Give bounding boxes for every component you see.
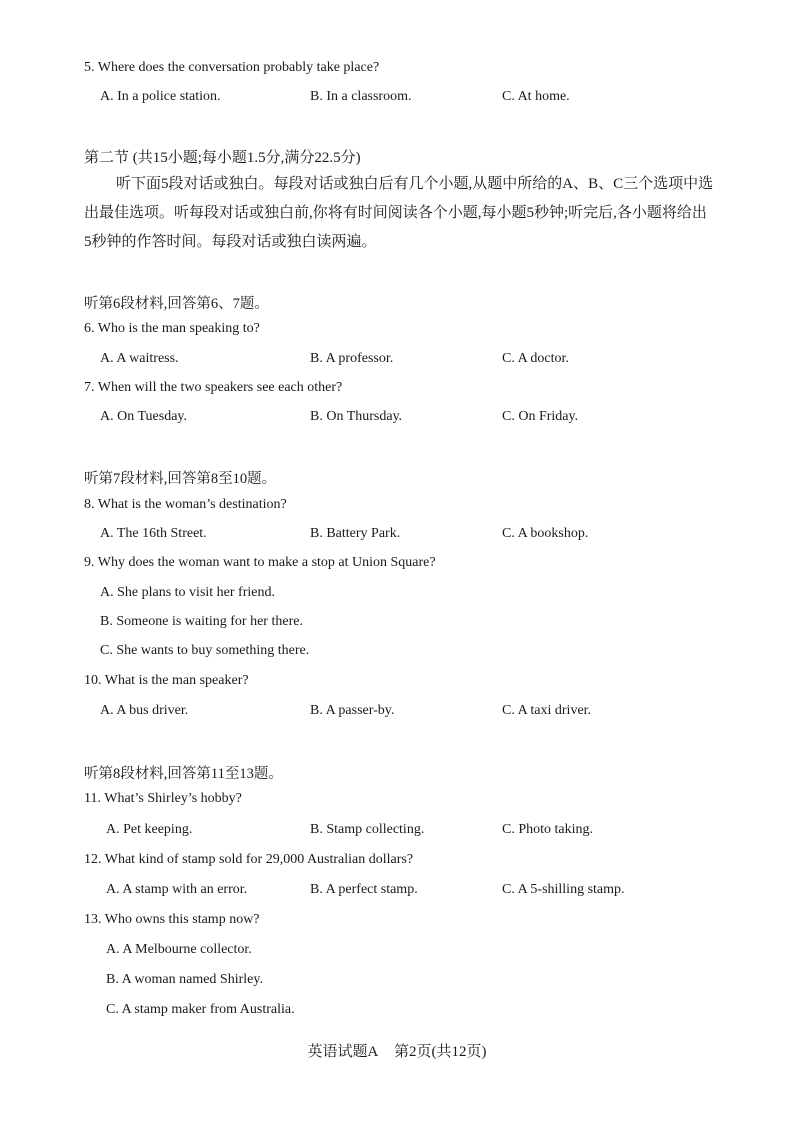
question-7-stem: 7. When will the two speakers see each other? [84, 380, 343, 395]
question-13-option-a: A. A Melbourne collector. [106, 942, 252, 957]
question-12-stem: 12. What kind of stamp sold for 29,000 Australian dollars? [84, 852, 414, 867]
question-9-stem: 9. Why does the woman want to make a stop at Union Square? [84, 555, 436, 570]
question-7-option-c: C. On Friday. [502, 409, 579, 424]
question-5-option-c: C. At home. [502, 89, 570, 104]
question-11-stem: 11. What’s Shirley’s hobby? [84, 791, 242, 806]
question-8-option-a: A. The 16th Street. [100, 526, 207, 541]
question-5-option-a: A. In a police station. [100, 89, 221, 104]
question-10-option-a: A. A bus driver. [100, 703, 189, 718]
material-8-heading: 听第8段材料,回答第11至13题。 [84, 766, 283, 782]
question-8-option-c: C. A bookshop. [502, 526, 589, 541]
page-footer [0, 1040, 794, 1061]
question-13-option-b: B. A woman named Shirley. [106, 972, 263, 987]
question-13-stem: 13. Who owns this stamp now? [84, 912, 260, 927]
question-12-option-b: B. A perfect stamp. [310, 882, 418, 897]
question-10-option-c: C. A taxi driver. [502, 703, 592, 718]
question-11-option-a: A. Pet keeping. [106, 822, 193, 837]
question-8-option-b: B. Battery Park. [310, 526, 401, 541]
question-12-option-c: C. A 5-shilling stamp. [502, 882, 625, 897]
question-7-option-a: A. On Tuesday. [100, 409, 187, 424]
question-6-option-b: B. A professor. [310, 351, 394, 366]
question-5-option-b: B. In a classroom. [310, 89, 412, 104]
question-12-option-a: A. A stamp with an error. [106, 882, 248, 897]
question-6-stem: 6. Who is the man speaking to? [84, 321, 260, 336]
question-6-option-c: C. A doctor. [502, 351, 569, 366]
section-2-instructions: 听下面5段对话或独白。每段对话或独白后有几个小题,从题中所给的A、B、C三个选项中选出最佳选项。听每段对话或独白前,你将有时间阅读各个小题,每小题5秒钟;听完后,各小题将给出5秒钟的作答时间。每段对话或独白读两遍。 [84, 176, 714, 250]
material-6-heading: 听第6段材料,回答第6、7题。 [84, 296, 269, 312]
footer-page-number: 第2页(共12页) [394, 1044, 487, 1060]
question-10-option-b: B. A passer-by. [310, 703, 395, 718]
question-11-option-c: C. Photo taking. [502, 822, 594, 837]
question-9-option-a: A. She plans to visit her friend. [100, 585, 275, 600]
question-11-option-b: B. Stamp collecting. [310, 822, 425, 837]
footer-subject: 英语试题A [307, 1044, 379, 1060]
question-10-stem: 10. What is the man speaker? [84, 673, 249, 688]
material-7-heading: 听第7段材料,回答第8至10题。 [84, 471, 277, 487]
question-7-option-b: B. On Thursday. [310, 409, 403, 424]
question-13-option-c: C. A stamp maker from Australia. [106, 1002, 295, 1017]
question-9-option-c: C. She wants to buy something there. [100, 643, 310, 658]
question-5-stem: 5. Where does the conversation probably take place? [84, 60, 380, 75]
question-9-option-b: B. Someone is waiting for her there. [100, 614, 303, 629]
question-6-option-a: A. A waitress. [100, 351, 179, 366]
question-8-stem: 8. What is the woman’s destination? [84, 497, 287, 512]
section-2-title: 第二节 (共15小题;每小题1.5分,满分22.5分) [84, 150, 361, 166]
